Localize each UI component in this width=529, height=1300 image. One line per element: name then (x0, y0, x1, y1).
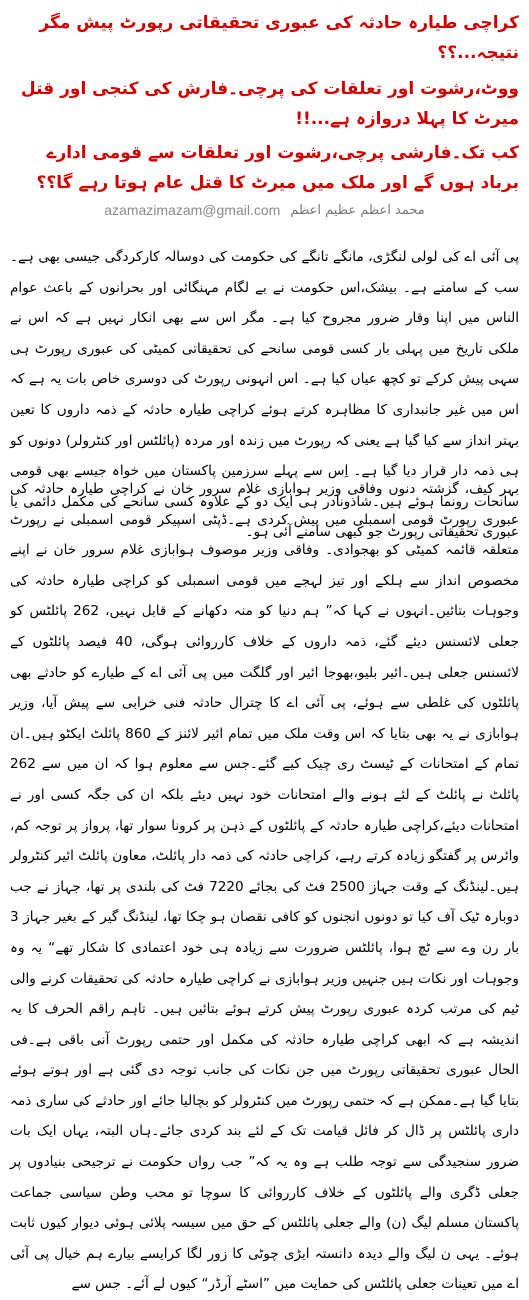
author-email: azamazimazam@gmail.com (104, 202, 281, 218)
byline (10, 202, 519, 218)
body-paragraph-1: پی آئی اے کی لولی لنگڑی، مانگے تانگے کی حکومت کی دوسالہ کارکردگی جیسی بھی ہے۔سب کے سامنے ہے۔ بیشک،اس حکومت نے بے لگام مہنگائی اور بحرانوں کے باعث عوام الناس میں اپنا وقار ضرور مجروح کیا ہے۔ مگر اس سے بھی انکار نہیں ہے کہ اس نے ملکی تاریخ میں پہلی بار کسی قومی سانحے کی تحقیقاتی کمیٹی کی عبوری رپورٹ ہی سہی پیش کرکے تو کچھ عیاں کیا ہے۔ اس انہونی رپورٹ کی دوسری خاص بات یہ ہے کہ اس میں غیر جانبداری کا مظاہرہ کرتے ہوئے کراچی طیارہ حادثہ کے ذمہ داروں کا تعین بہتر انداز سے کیا گیا ہے یعنی کہ رپورٹ میں زندہ اور مردہ (پائلٹس اور کنٹرولر) دونوں کو ہی ذمہ دار قرار دیا گیا ہے۔ اِس سے پہلے سرزمین پاکستان میں خواہ جیسے بھی قومی سانحات رونما ہوئے ہیں۔شاذونادر ہی ایک دو کے علاوہ کسی سانحے کی مکمل دائمی یا عبوری تحقیقاتی رپورٹ جو کبھی سامنے آئی ہو۔ (10, 249, 519, 541)
headline-line-1: کراچی طیارہ حادثہ کی عبوری تحقیقاتی رپورٹ پیش مگر نتیجہ...؟؟ (39, 13, 519, 63)
body-paragraph-2: بہر کیف، گزشتہ دنوں وفاقی وزیر ہوابازی غلام سرور خان نے کراچی طیارہ حادثہ کی عبوری رپورٹ قومی اسمبلی میں پیش کردی ہے۔ڈپٹی اسپیکر قومی اسمبلی نے رپورٹ متعلقہ قائمہ کمیٹی کو بھجوادی۔ وفاقی وزیر موصوف ہوابازی غلام سرور خان نے اپنے مخصوص انداز سے ہلکے اور تیز لہجے میں قومی اسمبلی کو کراچی طیارہ حادثہ کی وجوہات بتائیں۔انہوں نے کہا کہ” ہم دنیا کو منہ دکھانے کے قابل نہیں، 262 پائلٹس کو جعلی لائسنس دیئے گئے، ذمہ داروں کے خلاف کارروائی ہوگی، 40 فیصد پائلٹوں کے لائسنس جعلی ہیں۔ائیر بلیو،بھوجا ائیر اور گلگت میں پی آئی اے کے طیارے کو حادثے بھی پائلٹوں کی غلطی سے ہوئے، پی آئی اے کا چترال حادثہ فنی خرابی سے پیش آیا، وزیر ہوابازی نے یہ بھی بتایا کہ اس وقت ملک میں تمام ائیر لائنز کے 860 پائلٹ ایکٹو ہیں۔ان تمام کے امتحانات کے ٹیسٹ ری چیک کیے گئے۔جس سے معلوم ہوا کہ ان میں سے 262 پائلٹ نے پائلٹ کے لئے ہونے والے امتحانات خود نہیں دیئے بلکہ ان کی جگہ کسی اور نے امتحانات دیئے،کراچی طیارہ حادثہ کے پائلٹوں کے ذہن پر کرونا سوار تھا، پرواز پر توجہ کم، وائرس پر گفتگو زیادہ کرتے رہے، کراچی حادثہ کی ذمہ دار پائلٹ، معاون پائلٹ ائیر کنٹرولر ہیں۔لینڈنگ کے وقت جہاز 2500 فٹ کی بجائے 7220 فٹ کی بلندی پر تھا، جہاز نے جب دوبارہ ٹیک آف کیا تو دونوں انجنوں کو کافی نقصان ہو چکا تھا، لینڈنگ گیر کے بغیر جہاز 3 بار رن وے سے ٹچ ہوا، پائلٹس ضرورت سے زیادہ ہی خود اعتمادی کا شکار تھے“ یہ وہ وجوہات اور نکات ہیں جنہیں وزیر ہوابازی نے کراچی طیارہ حادثہ کی تحقیقات کرنے والی ٹیم کی مرتب کردہ عبوری رپورٹ پیش کرتے ہوئے بتائیں ہیں۔ تاہم راقم الحرف کا یہ اندیشہ ہے کہ ابھی کراچی طیارہ حادثہ کی مکمل اور حتمی رپورٹ آنی باقی ہے۔فی الحال عبوری تحقیقاتی رپورٹ میں جن نکات کی جانب توجہ دی گئی ہے اور ہوتے ہوئے بتایا گیا ہے۔ممکن ہے کہ حتمی رپورٹ میں کنٹرولر کو بچالیا جائے اور حادثے کی ساری ذمہ داری پائلٹس پر ڈال کر فائل قیامت تک کے لئے بند کردی جائے۔ہاں البتہ، یہاں ایک بات ضرور سنجیدگی سے توجہ طلب ہے وہ یہ کہ” جب رواں حکومت نے ترجیحی بنیادوں پر جعلی ڈگری والے پائلٹوں کے خلاف کارروائی کا سوچا تو محب وطن سیاسی جماعت پاکستان مسلم لیگ (ن) والے جعلی پائلٹس کے حق میں سیسہ پلائی ہوئی دیوار کیوں ثابت ہوئے۔ یہی ن لیگ والے دیدہ دانستہ ایڑی چوٹی کا زور لگا کرایسے بیارے ہم خیال پی آئی اے میں تعینات جعلی پائلٹس کی حمایت میں ”اسٹے آرڈر“ کیوں لے آئے۔ جس سے (10, 481, 519, 1293)
author-name: محمد اعظم عظیم اعظم (290, 202, 425, 218)
headline-line-3: کب تک۔فارشی پرچی،رشوت اور تعلقات سے قومی ادارے برباد ہوں گے اور ملک میں میرٹ کا قتل عام ہوتا رہے گا؟؟ (36, 143, 519, 193)
headline-line-2: ووٹ،رشوت اور تعلقات کی پرچی۔فارش کی کنجی اور قتل میرٹ کا پہلا دروازہ ہے...!! (20, 79, 519, 129)
